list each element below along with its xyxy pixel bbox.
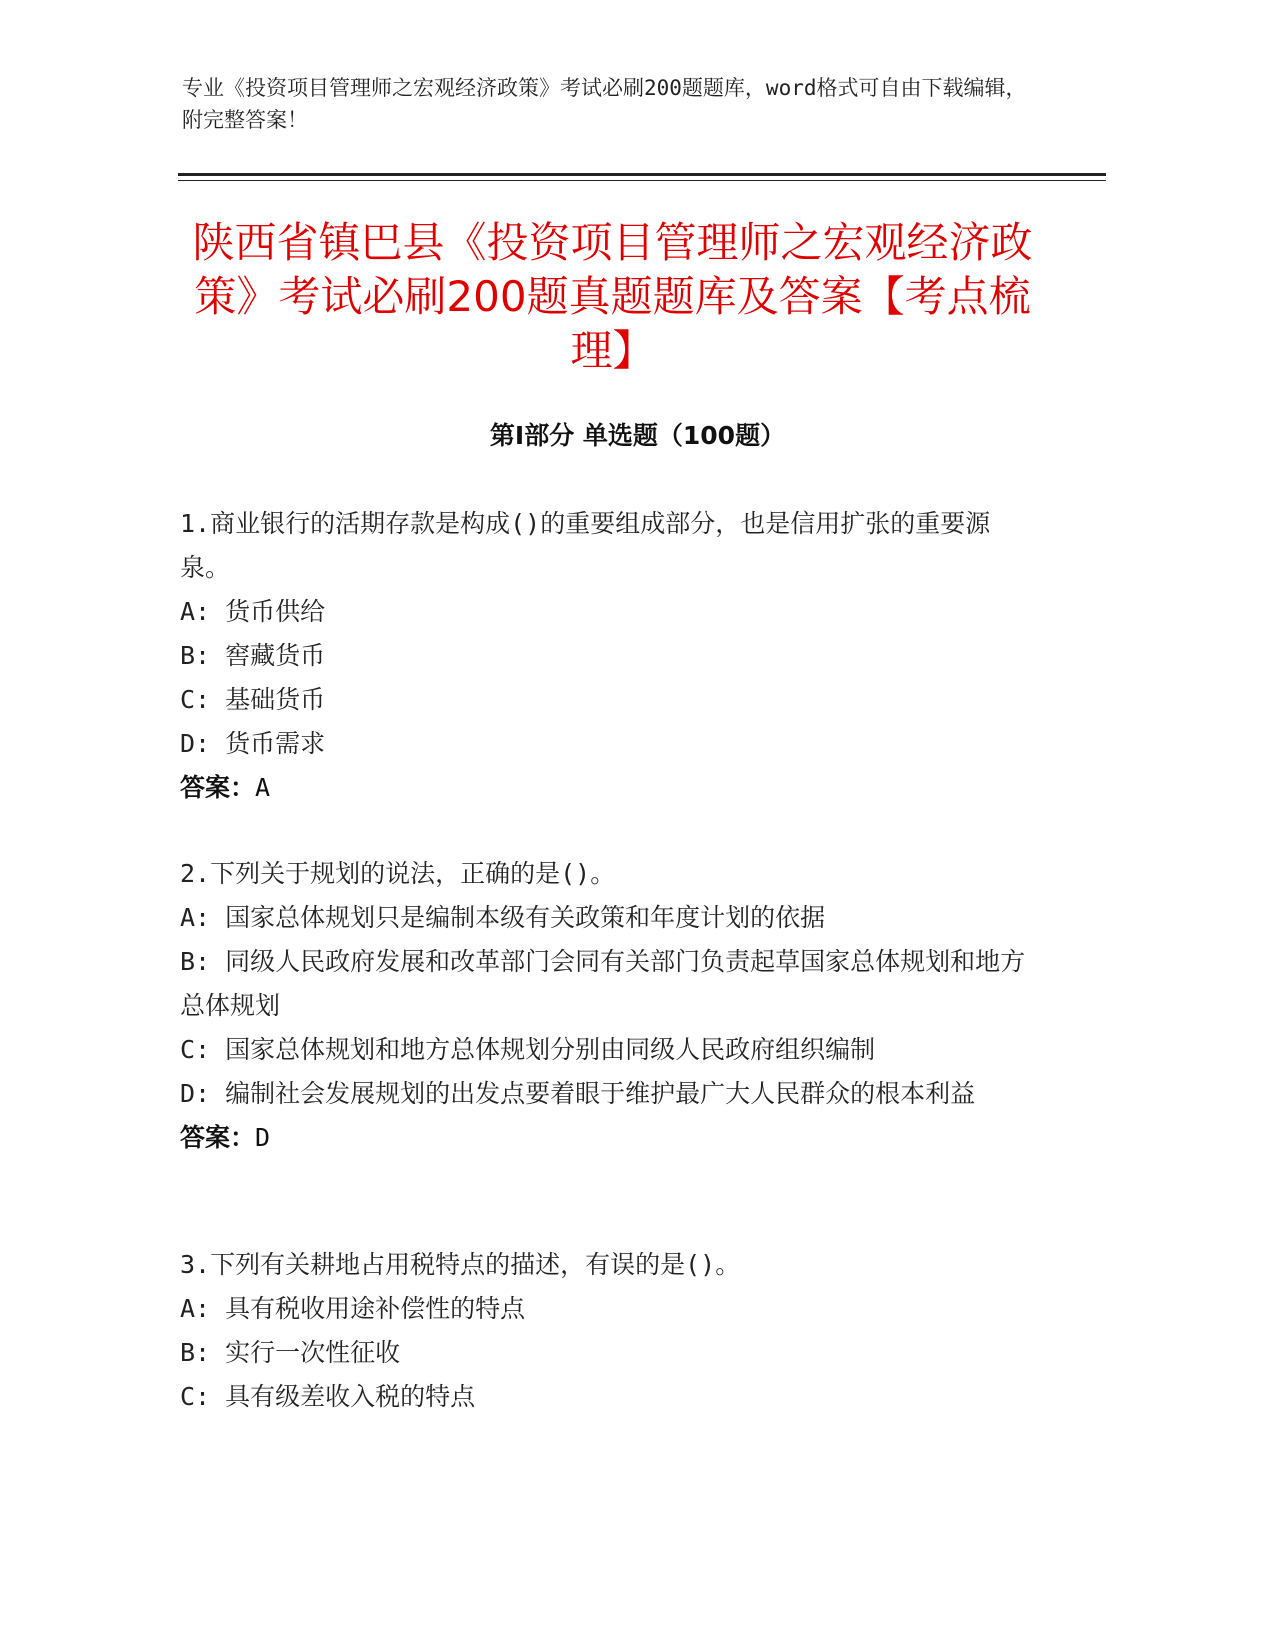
answer-label: 答案： — [180, 773, 256, 802]
option-b: B: 窖藏货币 — [180, 641, 326, 670]
option-c: C: 具有级差收入税的特点 — [180, 1382, 476, 1411]
header-divider-thick — [178, 173, 1106, 176]
option-d: D: 货币需求 — [180, 729, 326, 758]
document-title: 陕西省镇巴县《投资项目管理师之宏观经济政策》考试必刷200题真题题库及答案【考点梳理】 — [192, 218, 1033, 375]
answer-value: A — [255, 773, 271, 802]
question-3 — [180, 1243, 1030, 1419]
header-divider-thin — [178, 180, 1106, 181]
answer-label: 答案： — [180, 1123, 256, 1152]
question-1 — [180, 502, 1030, 810]
option-a: A: 国家总体规划只是编制本级有关政策和年度计划的依据 — [180, 903, 826, 932]
option-a: A: 具有税收用途补偿性的特点 — [180, 1294, 526, 1323]
question-stem: 2.下列关于规划的说法，正确的是()。 — [180, 859, 616, 888]
question-2 — [180, 852, 1030, 1160]
option-c: C: 基础货币 — [180, 685, 326, 714]
header-note: 专业《投资项目管理师之宏观经济政策》考试必刷200题题库，word格式可自由下载编辑，附完整答案！ — [182, 76, 1027, 132]
section-heading: 第I部分 单选题（100题） — [489, 421, 786, 450]
question-stem: 3.下列有关耕地占用税特点的描述，有误的是()。 — [180, 1250, 741, 1279]
option-b: B: 实行一次性征收 — [180, 1338, 401, 1367]
option-a: A: 货币供给 — [180, 597, 326, 626]
answer-line — [180, 1116, 1030, 1160]
answer-value: D — [255, 1123, 271, 1152]
option-c: C: 国家总体规划和地方总体规划分别由同级人民政府组织编制 — [180, 1035, 876, 1064]
option-b: B: 同级人民政府发展和改革部门会同有关部门负责起草国家总体规划和地方总体规划 — [180, 947, 1026, 1020]
question-stem: 1.商业银行的活期存款是构成()的重要组成部分，也是信用扩张的重要源泉。 — [180, 509, 991, 582]
answer-line — [180, 766, 1030, 810]
option-d: D: 编制社会发展规划的出发点要着眼于维护最广大人民群众的根本利益 — [180, 1079, 976, 1108]
